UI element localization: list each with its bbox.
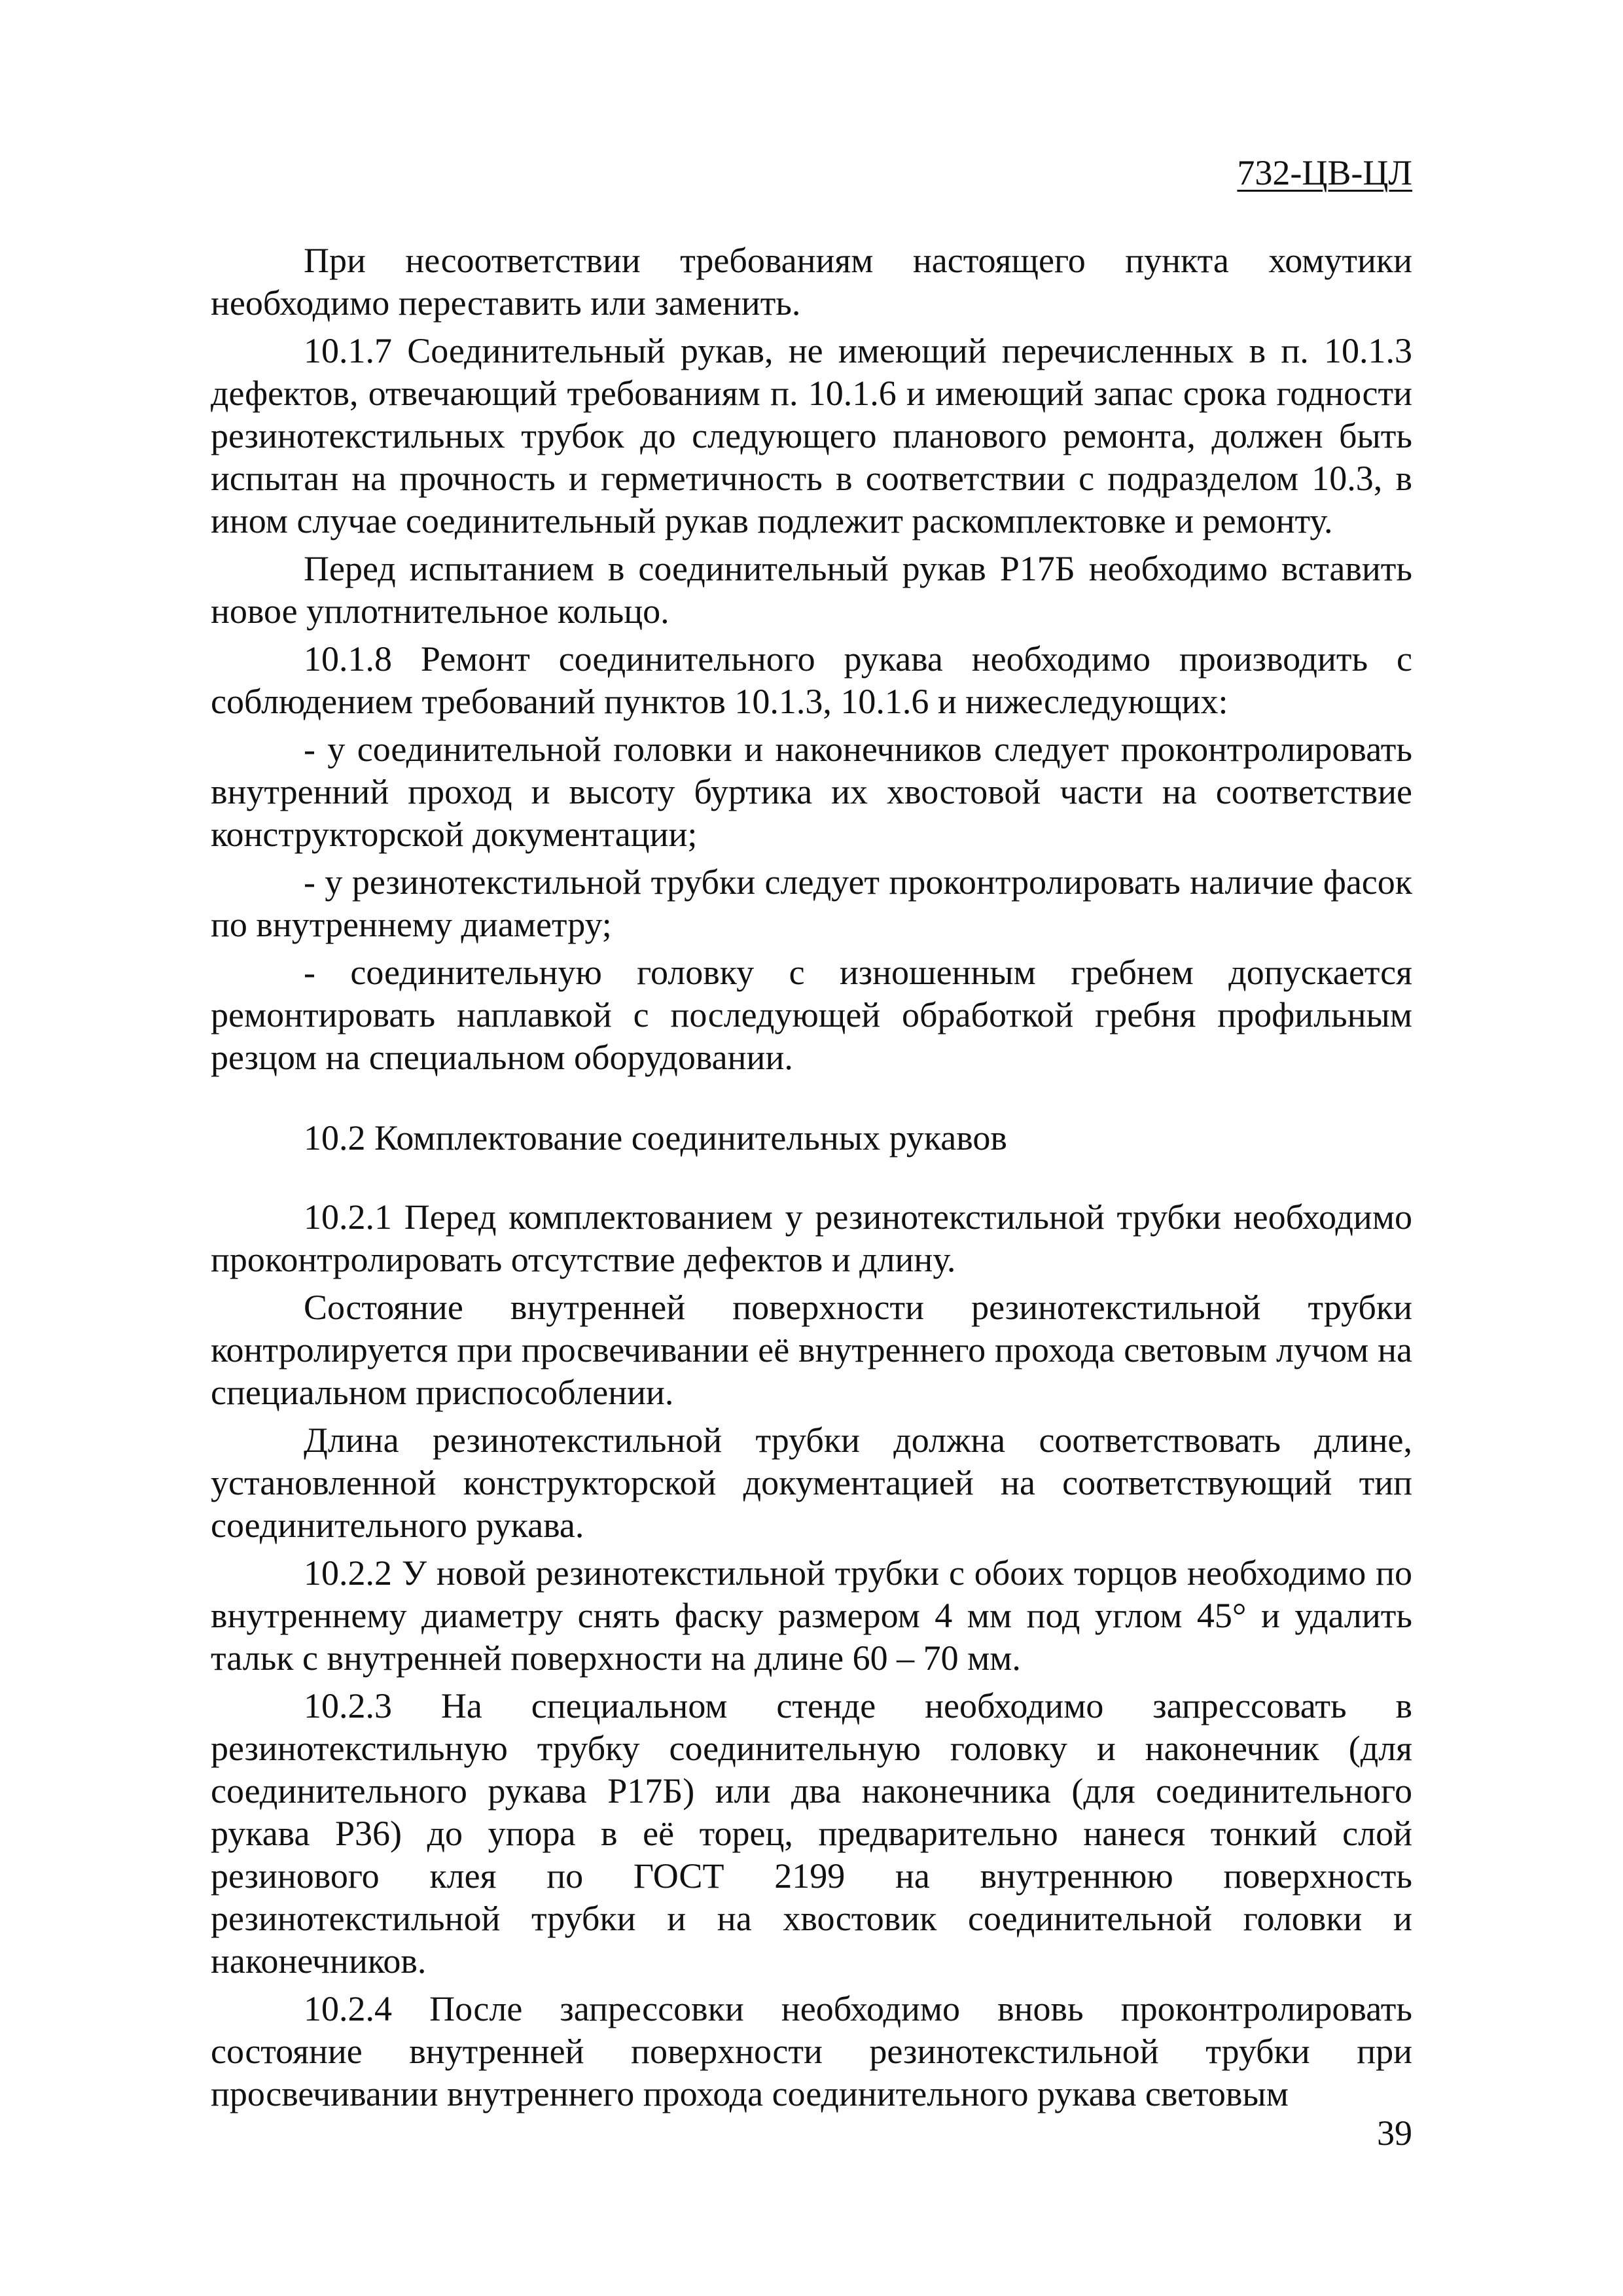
page-number: 39 (1377, 2113, 1412, 2153)
paragraph-10-2-4: 10.2.4 После запрессовки необходимо вновь проконтролировать состояние внутренней поверхности резинотекстильной трубки при просвечивании внутреннего прохода соединительного рукава световым (211, 1989, 1412, 2113)
list-item-head-inspection: - у соединительной головки и наконечников следует проконтролировать внутренний проход и высоту буртика их хвостовой части на соответствие конструкторской документации; (211, 730, 1412, 854)
paragraph-10-2-1: 10.2.1 Перед комплектованием у резинотекстильной трубки необходимо проконтролировать отсутствие дефектов и длину. (211, 1197, 1412, 1279)
paragraph-10-1-7: 10.1.7 Соединительный рукав, не имеющий перечисленных в п. 10.1.3 дефектов, отвечающий требованиям п. 10.1.6 и имеющий запас срока годности резинотекстильных трубок до следующего планового ремонта, должен быть испытан на прочность и герметичность в соответствии с подразделом 10.3, в ином случае соединительный рукав подлежит раскомплектовке и ремонту. (211, 331, 1412, 540)
paragraph-inner-surface: Состояние внутренней поверхности резинотекстильной трубки контролируется при просвечивании её внутреннего прохода световым лучом на специальном приспособлении. (211, 1288, 1412, 1412)
page-content (211, 239, 1412, 2121)
paragraph-10-2-2: 10.2.2 У новой резинотекстильной трубки с обоих торцов необходимо по внутреннему диаметру снять фаску размером 4 мм под углом 45° и удалить тальк с внутренней поверхности на длине 60 – 70 мм. (211, 1553, 1412, 1678)
paragraph-10-1-8: 10.1.8 Ремонт соединительного рукава необходимо производить с соблюдением требований пунктов 10.1.3, 10.1.6 и нижеследующих: (211, 639, 1412, 721)
list-item-head-repair: - соединительную головку с изношенным гребнем допускается ремонтировать наплавкой с последующей обработкой гребня профильным резцом на специальном оборудовании. (211, 953, 1412, 1077)
paragraph-tube-length: Длина резинотекстильной трубки должна соответствовать длине, установленной конструкторской документацией на соответствующий тип соединительного рукава. (211, 1421, 1412, 1545)
paragraph-clamps: При несоответствии требованиям настоящего пункта хомутики необходимо переставить или заменить. (211, 241, 1412, 323)
section-heading: 10.2 Комплектование соединительных рукавов (304, 1118, 1007, 1157)
paragraph-10-2-3: 10.2.3 На специальном стенде необходимо запрессовать в резинотекстильную трубку соединительную головку и наконечник (для соединительного рукава Р17Б) или два наконечника (для соединительного рукава Р36) до упора в её торец, предварительно нанеся тонкий слой резинового клея по ГОСТ 2199 на внутреннюю поверхность резинотекстильной трубки и на хвостовик соединительной головки и наконечников. (211, 1686, 1412, 1981)
paragraph-before-test: Перед испытанием в соединительный рукав Р17Б необходимо вставить новое уплотнительное кольцо. (211, 549, 1412, 631)
list-item-tube-chamfer: - у резинотекстильной трубки следует проконтролировать наличие фасок по внутреннему диаметру; (211, 862, 1412, 944)
document-code: 732-ЦВ-ЦЛ (1237, 153, 1412, 192)
